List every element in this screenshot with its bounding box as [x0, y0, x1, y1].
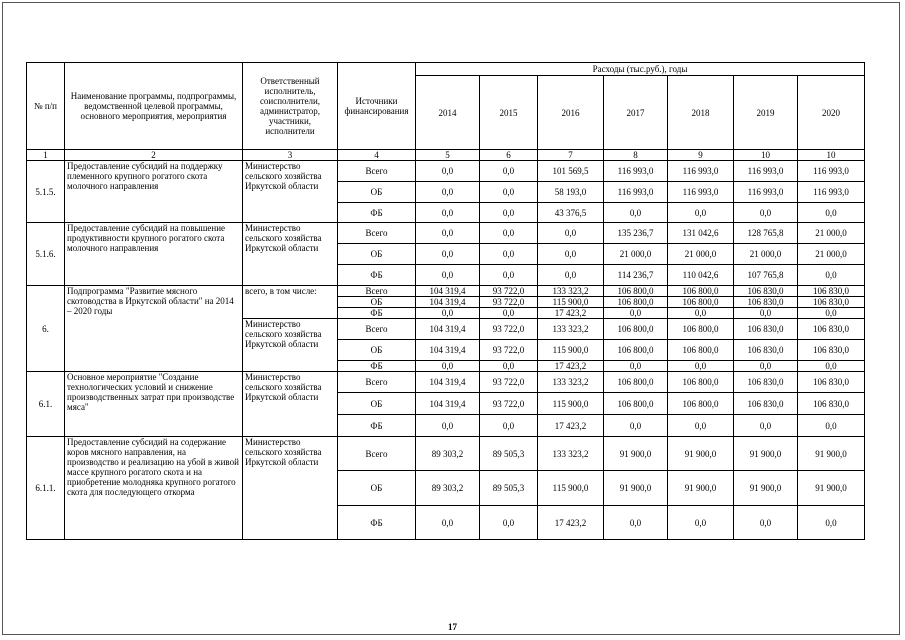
page-number: 17	[448, 622, 457, 632]
source-cell: ОБ	[338, 393, 416, 415]
value-cell: 93 722,0	[480, 297, 538, 308]
value-cell: 0,0	[416, 244, 480, 265]
row-name: Предоставление субсидий на содержание коров мясного направления, на производство и реализацию на убой в живой массе крупного рогатого скота и на приобретение молодняка крупного рогатого скота для последующего откорма	[65, 437, 243, 540]
value-cell: 106 830,0	[734, 319, 798, 340]
column-number: 4	[338, 150, 416, 161]
value-cell: 89 505,3	[480, 437, 538, 471]
value-cell: 0,0	[480, 244, 538, 265]
value-cell: 0,0	[668, 203, 734, 223]
value-cell: 0,0	[604, 361, 668, 372]
value-cell: 0,0	[480, 203, 538, 223]
value-cell: 0,0	[668, 308, 734, 319]
value-cell: 93 722,0	[480, 372, 538, 393]
value-cell: 133 323,2	[538, 372, 604, 393]
value-cell: 104 319,4	[416, 340, 480, 361]
source-cell: Всего	[338, 372, 416, 393]
value-cell: 106 800,0	[668, 340, 734, 361]
value-cell: 17 423,2	[538, 308, 604, 319]
value-cell: 116 993,0	[668, 161, 734, 182]
value-cell: 0,0	[668, 361, 734, 372]
value-cell: 0,0	[480, 415, 538, 437]
value-cell: 106 800,0	[604, 372, 668, 393]
value-cell: 0,0	[668, 506, 734, 540]
value-cell: 106 830,0	[798, 340, 865, 361]
row-responsible: всего, в том числе:	[243, 286, 338, 319]
source-cell: ОБ	[338, 297, 416, 308]
value-cell: 0,0	[416, 182, 480, 203]
row-responsible: Министерство сельского хозяйства Иркутской области	[243, 437, 338, 540]
value-cell: 89 505,3	[480, 471, 538, 506]
value-cell: 0,0	[480, 223, 538, 244]
financing-table	[26, 62, 865, 540]
source-cell: ФБ	[338, 506, 416, 540]
value-cell: 0,0	[416, 308, 480, 319]
value-cell: 116 993,0	[734, 182, 798, 203]
value-cell: 21 000,0	[604, 244, 668, 265]
header-source: Источники финансирования	[338, 63, 416, 150]
row-name: Предоставление субсидий на повышение продуктивности крупного рогатого скота молочного направления	[65, 223, 243, 286]
value-cell: 106 800,0	[668, 393, 734, 415]
value-cell: 0,0	[604, 506, 668, 540]
value-cell: 21 000,0	[798, 223, 865, 244]
value-cell: 133 323,2	[538, 319, 604, 340]
value-cell: 135 236,7	[604, 223, 668, 244]
value-cell: 89 303,2	[416, 437, 480, 471]
header-year: 2017	[604, 76, 668, 150]
value-cell: 101 569,5	[538, 161, 604, 182]
value-cell: 115 900,0	[538, 393, 604, 415]
source-cell: ОБ	[338, 471, 416, 506]
value-cell: 91 900,0	[734, 471, 798, 506]
row-number: 5.1.6.	[27, 223, 65, 286]
value-cell: 91 900,0	[604, 471, 668, 506]
row-responsible: Министерство сельского хозяйства Иркутской области	[243, 161, 338, 223]
value-cell: 107 765,8	[734, 265, 798, 286]
value-cell: 21 000,0	[798, 244, 865, 265]
value-cell: 104 319,4	[416, 286, 480, 297]
value-cell: 93 722,0	[480, 286, 538, 297]
value-cell: 106 830,0	[798, 297, 865, 308]
value-cell: 115 900,0	[538, 340, 604, 361]
source-cell: ОБ	[338, 182, 416, 203]
value-cell: 116 993,0	[604, 161, 668, 182]
value-cell: 0,0	[798, 308, 865, 319]
row-name: Предоставление субсидий на поддержку племенного крупного рогатого скота молочного направления	[65, 161, 243, 223]
value-cell: 106 800,0	[668, 286, 734, 297]
value-cell: 0,0	[416, 265, 480, 286]
value-cell: 104 319,4	[416, 372, 480, 393]
value-cell: 106 800,0	[604, 297, 668, 308]
value-cell: 104 319,4	[416, 319, 480, 340]
value-cell: 93 722,0	[480, 340, 538, 361]
value-cell: 0,0	[480, 182, 538, 203]
value-cell: 0,0	[480, 161, 538, 182]
value-cell: 106 830,0	[798, 372, 865, 393]
value-cell: 106 830,0	[798, 286, 865, 297]
value-cell: 0,0	[604, 308, 668, 319]
source-cell: ОБ	[338, 244, 416, 265]
value-cell: 91 900,0	[668, 437, 734, 471]
value-cell: 43 376,5	[538, 203, 604, 223]
row-number: 6.1.	[27, 372, 65, 437]
value-cell: 116 993,0	[798, 182, 865, 203]
value-cell: 0,0	[734, 506, 798, 540]
value-cell: 0,0	[798, 415, 865, 437]
source-cell: ФБ	[338, 415, 416, 437]
value-cell: 91 900,0	[604, 437, 668, 471]
value-cell: 0,0	[416, 415, 480, 437]
value-cell: 106 830,0	[798, 393, 865, 415]
value-cell: 116 993,0	[668, 182, 734, 203]
value-cell: 93 722,0	[480, 319, 538, 340]
value-cell: 106 830,0	[734, 372, 798, 393]
column-number: 6	[480, 150, 538, 161]
value-cell: 0,0	[734, 415, 798, 437]
value-cell: 133 323,2	[538, 437, 604, 471]
row-responsible: Министерство сельского хозяйства Иркутской области	[243, 223, 338, 286]
value-cell: 0,0	[538, 244, 604, 265]
value-cell: 104 319,4	[416, 393, 480, 415]
header-year: 2018	[668, 76, 734, 150]
row-name: Основное мероприятие "Создание технологических условий и снижение производственных затрат при производстве мяса"	[65, 372, 243, 437]
value-cell: 21 000,0	[734, 244, 798, 265]
value-cell: 0,0	[604, 203, 668, 223]
value-cell: 17 423,2	[538, 361, 604, 372]
column-number: 3	[243, 150, 338, 161]
source-cell: Всего	[338, 161, 416, 182]
table-row	[27, 372, 865, 393]
value-cell: 106 830,0	[734, 340, 798, 361]
value-cell: 106 800,0	[604, 393, 668, 415]
value-cell: 0,0	[798, 361, 865, 372]
column-numbers-row	[27, 150, 865, 161]
column-number: 8	[604, 150, 668, 161]
table-row	[27, 223, 865, 244]
value-cell: 116 993,0	[798, 161, 865, 182]
row-number: 5.1.5.	[27, 161, 65, 223]
value-cell: 128 765,8	[734, 223, 798, 244]
value-cell: 106 800,0	[604, 340, 668, 361]
column-number: 7	[538, 150, 604, 161]
value-cell: 115 900,0	[538, 471, 604, 506]
value-cell: 17 423,2	[538, 415, 604, 437]
source-cell: ФБ	[338, 203, 416, 223]
header-year: 2019	[734, 76, 798, 150]
value-cell: 106 800,0	[668, 319, 734, 340]
column-number: 1	[27, 150, 65, 161]
value-cell: 104 319,4	[416, 297, 480, 308]
value-cell: 0,0	[734, 361, 798, 372]
column-number: 10	[798, 150, 865, 161]
source-cell: ФБ	[338, 308, 416, 319]
value-cell: 106 800,0	[668, 372, 734, 393]
value-cell: 114 236,7	[604, 265, 668, 286]
row-number: 6.	[27, 286, 65, 372]
row-responsible: Министерство сельского хозяйства Иркутской области	[243, 319, 338, 372]
value-cell: 115 900,0	[538, 297, 604, 308]
value-cell: 106 800,0	[604, 319, 668, 340]
value-cell: 0,0	[416, 203, 480, 223]
value-cell: 89 303,2	[416, 471, 480, 506]
column-number: 2	[65, 150, 243, 161]
value-cell: 17 423,2	[538, 506, 604, 540]
value-cell: 0,0	[416, 506, 480, 540]
header-name: Наименование программы, подпрограммы, ведомственной целевой программы, основного мероприятия, мероприятия	[65, 63, 243, 150]
value-cell: 0,0	[480, 361, 538, 372]
value-cell: 0,0	[798, 203, 865, 223]
value-cell: 106 830,0	[734, 297, 798, 308]
value-cell: 91 900,0	[734, 437, 798, 471]
value-cell: 106 800,0	[668, 297, 734, 308]
row-responsible: Министерство сельского хозяйства Иркутской области	[243, 372, 338, 437]
value-cell: 58 193,0	[538, 182, 604, 203]
value-cell: 0,0	[668, 415, 734, 437]
value-cell: 116 993,0	[734, 161, 798, 182]
value-cell: 133 323,2	[538, 286, 604, 297]
header-year: 2014	[416, 76, 480, 150]
value-cell: 0,0	[798, 506, 865, 540]
value-cell: 0,0	[480, 308, 538, 319]
value-cell: 106 830,0	[798, 319, 865, 340]
header-year: 2015	[480, 76, 538, 150]
table-body	[27, 63, 865, 540]
value-cell: 0,0	[734, 203, 798, 223]
value-cell: 91 900,0	[668, 471, 734, 506]
column-number: 5	[416, 150, 480, 161]
row-name: Подпрограмма "Развитие мясного скотоводства в Иркутской области" на 2014 – 2020 годы	[65, 286, 243, 372]
source-cell: Всего	[338, 319, 416, 340]
value-cell: 110 042,6	[668, 265, 734, 286]
value-cell: 0,0	[538, 223, 604, 244]
source-cell: Всего	[338, 437, 416, 471]
value-cell: 106 800,0	[604, 286, 668, 297]
value-cell: 93 722,0	[480, 393, 538, 415]
value-cell: 0,0	[480, 265, 538, 286]
value-cell: 131 042,6	[668, 223, 734, 244]
header-responsible: Ответственный исполнитель, соисполнители, администратор, участники, исполнители	[243, 63, 338, 150]
value-cell: 21 000,0	[668, 244, 734, 265]
value-cell: 0,0	[538, 265, 604, 286]
value-cell: 0,0	[416, 223, 480, 244]
value-cell: 0,0	[416, 361, 480, 372]
source-cell: ФБ	[338, 265, 416, 286]
table-row	[27, 161, 865, 182]
value-cell: 116 993,0	[604, 182, 668, 203]
header-num: № п/п	[27, 63, 65, 150]
value-cell: 106 830,0	[734, 393, 798, 415]
source-cell: Всего	[338, 223, 416, 244]
value-cell: 91 900,0	[798, 471, 865, 506]
row-number: 6.1.1.	[27, 437, 65, 540]
header-row-top	[27, 63, 865, 76]
table-row	[27, 286, 865, 297]
header-expenses: Расходы (тыс.руб.), годы	[416, 63, 865, 76]
source-cell: ОБ	[338, 340, 416, 361]
source-cell: Всего	[338, 286, 416, 297]
column-number: 10	[734, 150, 798, 161]
value-cell: 0,0	[604, 415, 668, 437]
table-row	[27, 437, 865, 471]
value-cell: 106 830,0	[734, 286, 798, 297]
value-cell: 91 900,0	[798, 437, 865, 471]
value-cell: 0,0	[480, 506, 538, 540]
source-cell: ФБ	[338, 361, 416, 372]
value-cell: 0,0	[416, 161, 480, 182]
value-cell: 0,0	[798, 265, 865, 286]
header-year: 2016	[538, 76, 604, 150]
column-number: 9	[668, 150, 734, 161]
value-cell: 0,0	[734, 308, 798, 319]
header-year: 2020	[798, 76, 865, 150]
